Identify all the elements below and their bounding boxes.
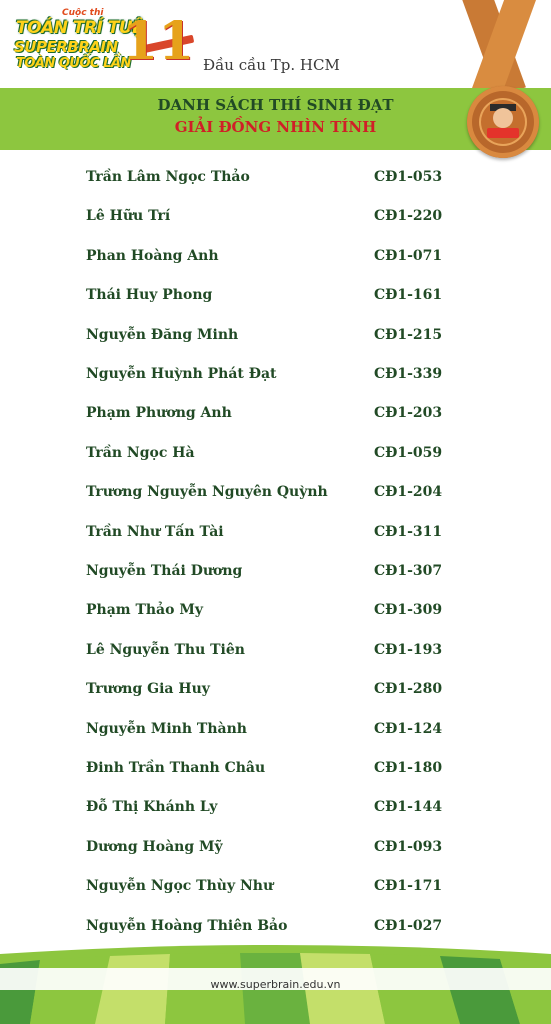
student-code: CĐ1-203 — [374, 405, 443, 422]
student-row — [0, 318, 551, 348]
student-name: Nguyễn Ngọc Thùy Như — [86, 878, 274, 895]
student-name: Trương Nguyễn Nguyên Quỳnh — [86, 484, 328, 501]
logo-small-text: Cuộc thi — [62, 8, 104, 18]
student-row — [0, 475, 551, 505]
student-name: Trương Gia Huy — [86, 681, 210, 698]
student-code: CĐ1-144 — [374, 799, 443, 816]
logo-line-2: SUPERBRAIN — [14, 38, 118, 56]
student-row — [0, 239, 551, 269]
student-name: Trần Lâm Ngọc Thảo — [86, 169, 250, 185]
student-code: CĐ1-204 — [374, 484, 443, 501]
logo-line-3: TOÀN QUỐC LẦN — [16, 56, 131, 71]
logo-number: 11 — [122, 11, 195, 72]
student-code: CĐ1-280 — [374, 681, 443, 698]
medal-inner — [479, 98, 527, 146]
student-row — [0, 278, 551, 308]
student-code: CĐ1-161 — [374, 287, 443, 304]
student-code: CĐ1-093 — [374, 838, 443, 855]
student-code: CĐ1-053 — [374, 169, 443, 185]
student-name: Trần Ngọc Hà — [86, 444, 195, 461]
student-name: Nguyễn Minh Thành — [86, 720, 247, 737]
student-row — [0, 515, 551, 545]
student-code: CĐ1-215 — [374, 326, 443, 343]
superbrain-logo — [10, 4, 195, 76]
student-code: CĐ1-307 — [374, 563, 443, 579]
student-row — [0, 593, 551, 623]
student-row — [0, 396, 551, 426]
student-row — [0, 909, 551, 939]
student-name: Nguyễn Huỳnh Phát Đạt — [86, 366, 277, 382]
student-row — [0, 633, 551, 663]
student-row — [0, 160, 551, 190]
student-code: CĐ1-027 — [374, 917, 443, 934]
student-name: Nguyễn Hoàng Thiên Bảo — [86, 917, 288, 934]
student-row — [0, 830, 551, 860]
student-name: Dương Hoàng Mỹ — [86, 838, 223, 855]
location-label: Đầu cầu Tp. HCM — [203, 56, 340, 74]
student-code: CĐ1-309 — [374, 602, 443, 619]
student-row — [0, 436, 551, 466]
student-code: CĐ1-180 — [374, 760, 443, 776]
student-code: CĐ1-193 — [374, 641, 443, 658]
website-url[interactable]: www.superbrain.edu.vn — [210, 978, 341, 991]
student-name: Đỗ Thị Khánh Ly — [86, 799, 218, 816]
student-name: Phạm Thảo My — [86, 602, 203, 619]
medal-plate — [487, 128, 519, 138]
student-name: Thái Huy Phong — [86, 287, 213, 304]
student-name: Đinh Trần Thanh Châu — [86, 760, 266, 776]
student-name: Phan Hoàng Anh — [86, 247, 219, 264]
student-row — [0, 869, 551, 899]
student-code: CĐ1-220 — [374, 208, 443, 225]
student-name: Lê Nguyễn Thu Tiên — [86, 641, 245, 658]
award-title: GIẢI ĐỒNG NHÌN TÍNH — [174, 118, 377, 136]
student-row — [0, 199, 551, 229]
student-code: CĐ1-171 — [374, 878, 443, 895]
student-code: CĐ1-311 — [374, 523, 443, 540]
student-name: Trần Như Tấn Tài — [86, 523, 224, 540]
list-title: DANH SÁCH THÍ SINH ĐẠT — [157, 96, 394, 114]
student-name: Nguyễn Thái Dương — [86, 563, 243, 579]
logo-line-1: TOÁN TRÍ TUỆ — [16, 18, 144, 38]
student-code: CĐ1-124 — [374, 720, 443, 737]
student-row — [0, 554, 551, 584]
student-row — [0, 790, 551, 820]
student-row — [0, 357, 551, 387]
student-row — [0, 712, 551, 742]
student-name: Phạm Phương Anh — [86, 405, 232, 422]
bronze-medal-icon — [467, 86, 539, 158]
student-code: CĐ1-071 — [374, 247, 443, 264]
student-code: CĐ1-059 — [374, 444, 443, 461]
student-name: Lê Hữu Trí — [86, 208, 171, 225]
student-name: Nguyễn Đăng Minh — [86, 326, 239, 343]
student-code: CĐ1-339 — [374, 366, 443, 382]
medal-face — [493, 108, 513, 128]
student-row — [0, 751, 551, 781]
student-row — [0, 672, 551, 702]
